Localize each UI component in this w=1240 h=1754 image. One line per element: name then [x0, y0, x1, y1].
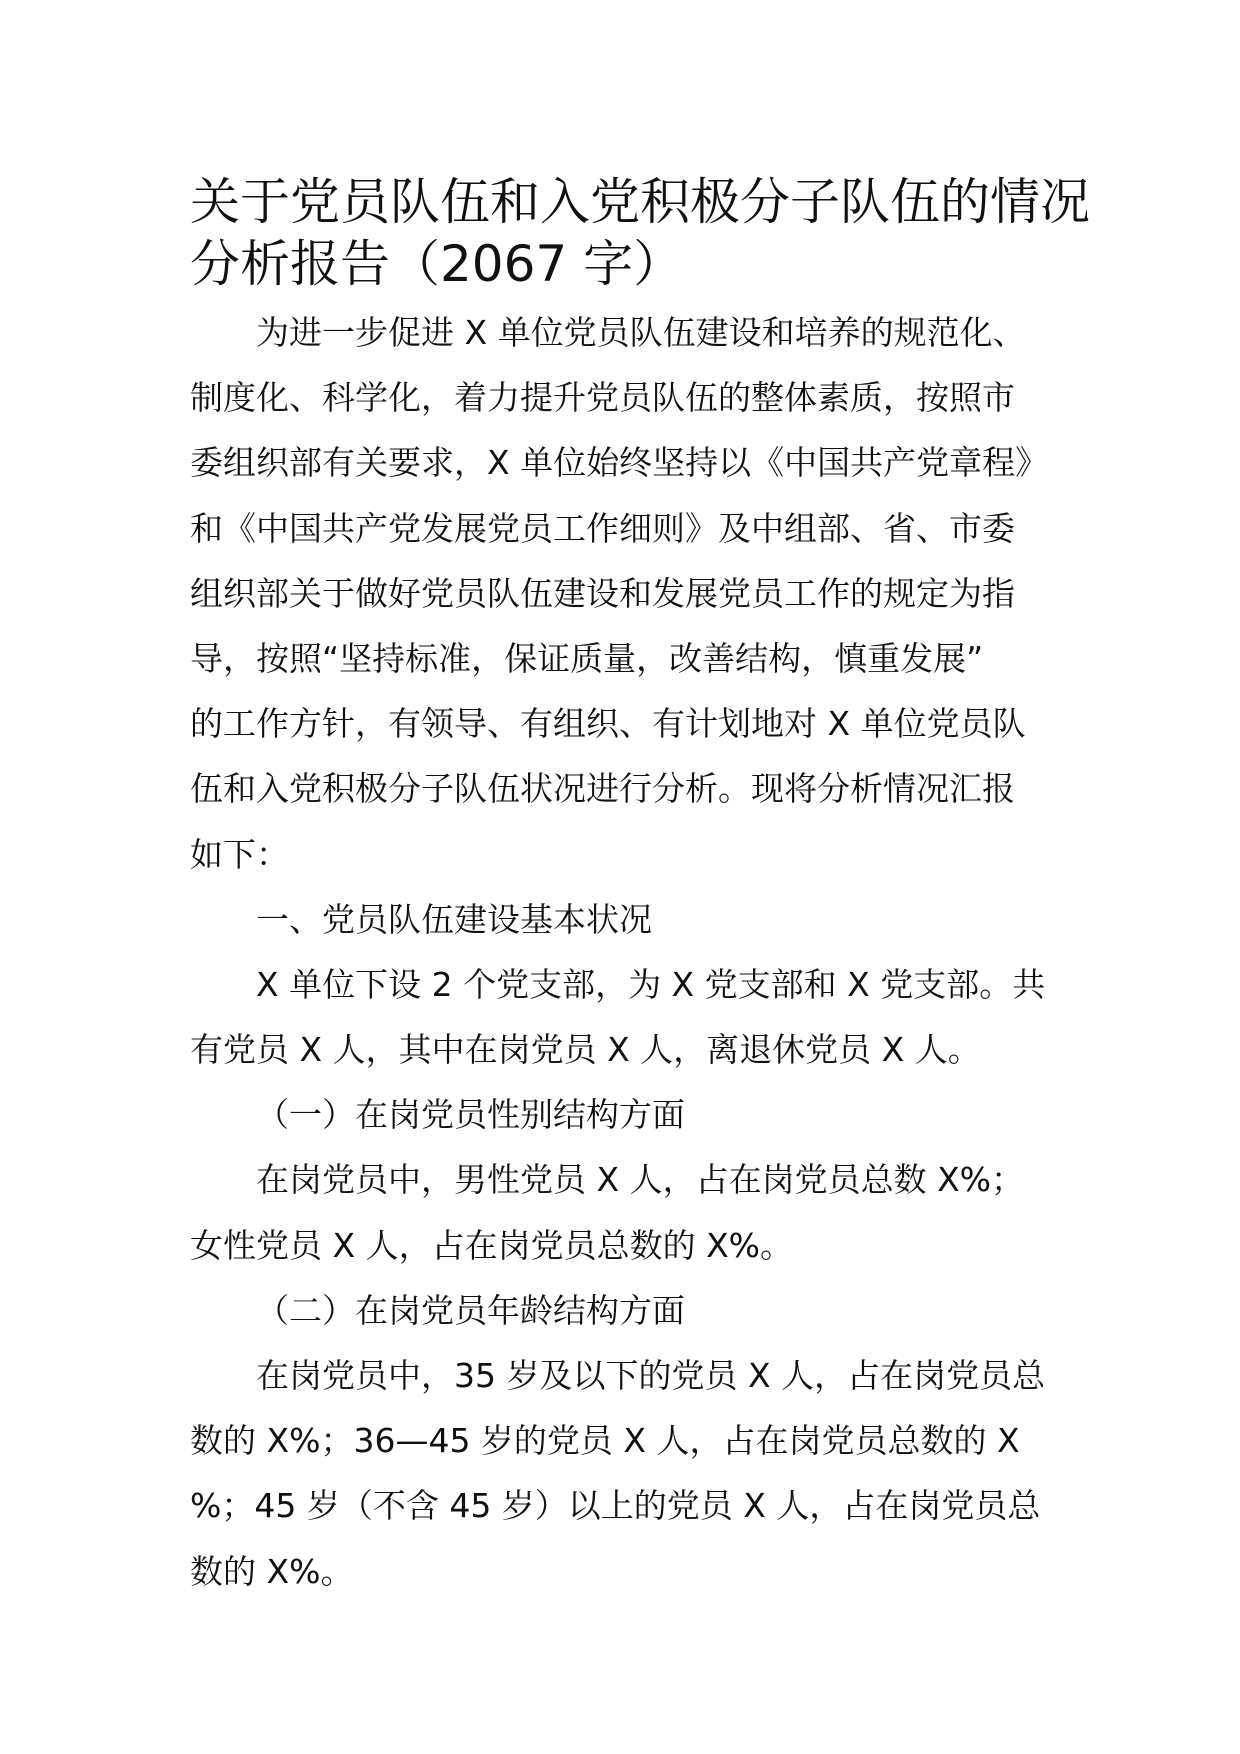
- body-text-line: 有党员 X 人，其中在岗党员 X 人，离退休党员 X 人。: [190, 1030, 981, 1070]
- body-text-line: 为进一步促进 X 单位党员队伍建设和培养的规范化、: [256, 313, 1026, 352]
- body-text-line: 和《中国共产党发展党员工作细则》及中组部、省、市委: [190, 508, 1015, 548]
- body-text-line: 制度化、科学化，着力提升党员队伍的整体素质，按照市: [190, 378, 1015, 418]
- body-text-line: 组织部关于做好党员队伍建设和发展党员工作的规定为指: [190, 573, 1015, 613]
- body-text-line: 伍和入党积极分子队伍状况进行分析。现将分析情况汇报: [190, 769, 1015, 809]
- body-text-line: %；45 岁（不含 45 岁）以上的党员 X 人，占在岗党员总: [190, 1486, 1041, 1526]
- body-text-line: 数的 X%；36—45 岁的党员 X 人，占在岗党员总数的 X: [190, 1421, 1020, 1461]
- document-title: [190, 170, 1090, 294]
- document-body: [190, 300, 1070, 1604]
- body-text-line: 一、党员队伍建设基本状况: [256, 899, 652, 939]
- body-text-line: 女性党员 X 人，占在岗党员总数的 X%。: [190, 1225, 794, 1265]
- body-text-line: 数的 X%。: [190, 1551, 354, 1591]
- body-text-line: （一）在岗党员性别结构方面: [256, 1095, 685, 1135]
- title-line: 分析报告（2067 字）: [190, 235, 684, 293]
- body-text-line: 如下：: [190, 834, 289, 874]
- body-text-line: X 单位下设 2 个党支部，为 X 党支部和 X 党支部。共: [256, 964, 1046, 1004]
- title-line: 关于党员队伍和入党积极分子队伍的情况: [190, 173, 1090, 231]
- body-text-line: （二）在岗党员年龄结构方面: [256, 1290, 685, 1330]
- body-text-line: 委组织部有关要求，X 单位始终坚持以《中国共产党章程》: [190, 443, 1049, 483]
- body-text-line: 在岗党员中，男性党员 X 人，占在岗党员总数 X%；: [256, 1160, 1025, 1200]
- body-text-line: 导，按照“坚持标准，保证质量，改善结构，慎重发展”: [190, 638, 984, 678]
- body-text-line: 的工作方针，有领导、有组织、有计划地对 X 单位党员队: [190, 704, 1026, 744]
- body-text-line: 在岗党员中，35 岁及以下的党员 X 人，占在岗党员总: [256, 1356, 1046, 1395]
